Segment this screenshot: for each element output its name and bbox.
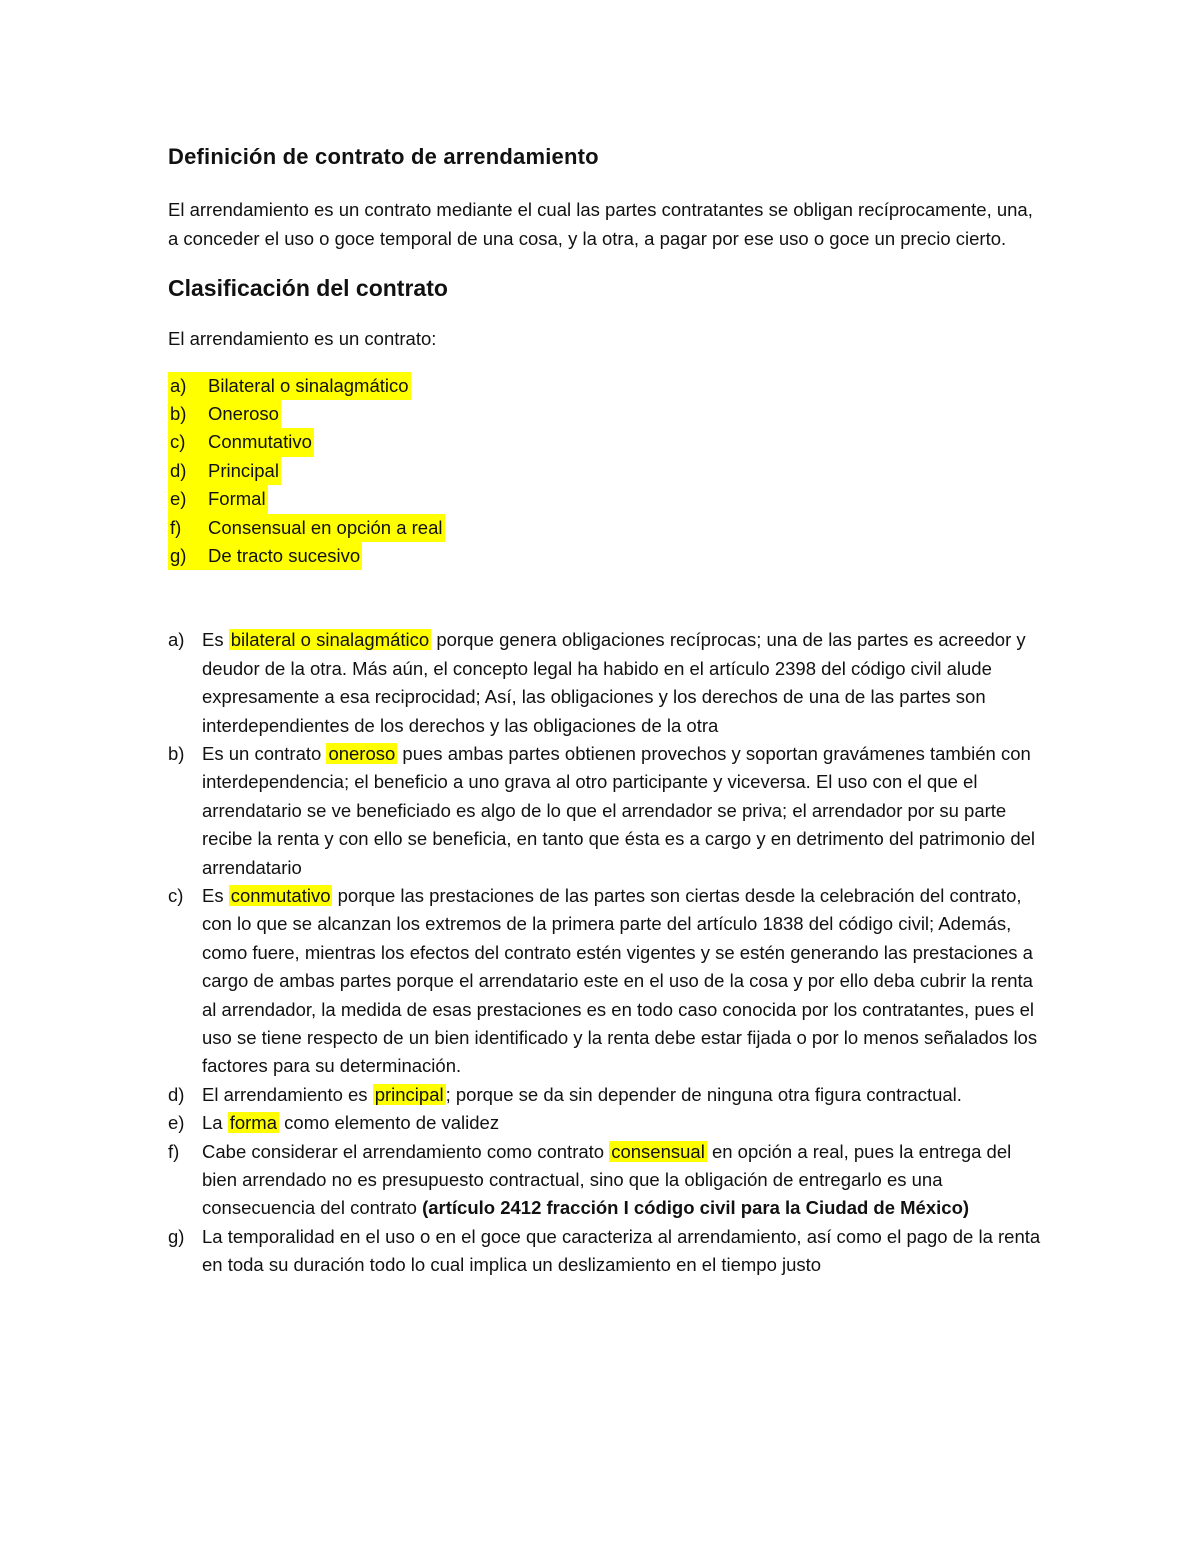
- list-item: [168, 485, 1048, 513]
- explanation-text: ; porque se da sin depender de ninguna otra figura contractual.: [445, 1083, 962, 1105]
- list-item-label: Conmutativo: [206, 428, 314, 456]
- explanation-item: [168, 1081, 1048, 1109]
- classification-list: [168, 372, 1048, 571]
- list-marker: d): [168, 1083, 185, 1105]
- highlight-term: oneroso: [328, 742, 396, 764]
- explanation-item: [168, 1109, 1048, 1137]
- explanation-text: en opción a real, pues la entrega del bien arrendado no es presupuesto contractual, sino que la obligación de entregarlo es una consecuencia del contrato: [202, 1140, 1012, 1219]
- list-item: [168, 400, 1048, 428]
- legal-reference: (artículo 2412 fracción I código civil para la Ciudad de México): [422, 1197, 970, 1219]
- list-marker: b): [168, 742, 185, 764]
- explanation-text: La temporalidad en el uso o en el goce que caracteriza al arrendamiento, así como el pago de la renta en toda su duración todo lo cual implica un deslizamiento en el tiempo justo: [202, 1225, 1041, 1276]
- list-marker: d): [168, 457, 206, 485]
- list-marker: a): [168, 629, 185, 651]
- list-marker: a): [168, 372, 206, 400]
- explanation-text: pues ambas partes obtienen provechos y soportan gravámenes también con interdependencia; el beneficio a uno grava al otro participante y viceversa. El uso con el que el arrendatario se ve beneficiado es algo de lo que el arrendador se priva; el arrendador por su parte recibe la renta y con ello se beneficia, en tanto que ésta es a cargo y en detrimento del patrimonio del arrendatario: [202, 742, 1036, 878]
- list-item: [168, 428, 1048, 456]
- explanation-text: Es: [202, 629, 229, 651]
- list-item: [168, 542, 1048, 570]
- list-item-label: Oneroso: [206, 400, 281, 428]
- explanation-list: [168, 626, 1048, 1279]
- definition-paragraph: El arrendamiento es un contrato mediante el cual las partes contratantes se obligan recíprocamente, una, a conceder el uso o goce temporal de una cosa, y la otra, a pagar por ese uso o goce un precio cierto.: [168, 199, 1033, 249]
- definition-heading: Definición de contrato de arrendamiento: [168, 144, 599, 169]
- explanation-text: Es un contrato: [202, 742, 327, 764]
- explanation-text: El arrendamiento es: [202, 1083, 373, 1105]
- explanation-text: Es: [202, 885, 229, 906]
- explanation-text: porque las prestaciones de las partes son ciertas desde la celebración del contrato, con lo que se alcanzan los extremos de la primera parte del artículo 1838 del código civil; Además, como fuere, mientras los efectos del contrato estén vigentes y se estén generando las prestaciones a cargo de ambas partes porque el arrendatario este en el uso de la cosa y por ello deba cubrir la renta al arrendador, la medida de esas prestaciones es en todo caso conocida por los contratantes, pues el uso se tiene respecto de un bien identificado y la renta debe estar fijada o por lo menos señalados los factores para su determinación.: [202, 885, 1038, 1077]
- explanation-item: [168, 1138, 1048, 1223]
- classification-heading: Clasificación del contrato: [168, 275, 448, 301]
- list-marker: g): [168, 542, 206, 570]
- list-item-label: Bilateral o sinalagmático: [206, 372, 411, 400]
- highlight-term: bilateral o sinalagmático: [230, 629, 430, 651]
- list-marker: e): [168, 1112, 185, 1134]
- explanation-item: [168, 626, 1048, 740]
- explanation-text: porque genera obligaciones recíprocas; una de las partes es acreedor y deudor de la otra. Más aún, el concepto legal ha habido en el artículo 2398 del código civil alude expresamente a esa reciprocidad; Así, las obligaciones y los derechos de una de las partes son interdependientes de los derechos y las obligaciones de la otra: [202, 629, 1026, 736]
- list-marker: c): [168, 428, 206, 456]
- list-marker: e): [168, 485, 206, 513]
- list-item-label: Principal: [206, 457, 281, 485]
- explanation-item: [168, 1223, 1048, 1280]
- highlight-term: principal: [374, 1083, 444, 1105]
- list-marker: f): [168, 1140, 180, 1162]
- highlight-term: conmutativo: [230, 885, 331, 906]
- list-marker: g): [168, 1225, 185, 1247]
- list-item-label: De tracto sucesivo: [206, 542, 362, 570]
- explanation-item: [168, 740, 1048, 882]
- list-marker: c): [168, 885, 184, 906]
- list-item-label: Consensual en opción a real: [206, 514, 445, 542]
- document-page: [168, 140, 1048, 1280]
- list-item: [168, 457, 1048, 485]
- list-item: [168, 372, 1048, 400]
- explanation-text: La: [202, 1112, 228, 1134]
- explanation-text: como elemento de validez: [279, 1112, 500, 1134]
- classification-intro: El arrendamiento es un contrato:: [168, 328, 437, 349]
- highlight-term: forma: [229, 1112, 278, 1134]
- list-marker: f): [168, 514, 206, 542]
- list-item: [168, 514, 1048, 542]
- explanation-text: Cabe considerar el arrendamiento como contrato: [202, 1140, 610, 1162]
- list-marker: b): [168, 400, 206, 428]
- explanation-item: [168, 882, 1048, 1081]
- highlight-term: consensual: [611, 1140, 705, 1162]
- list-item-label: Formal: [206, 485, 268, 513]
